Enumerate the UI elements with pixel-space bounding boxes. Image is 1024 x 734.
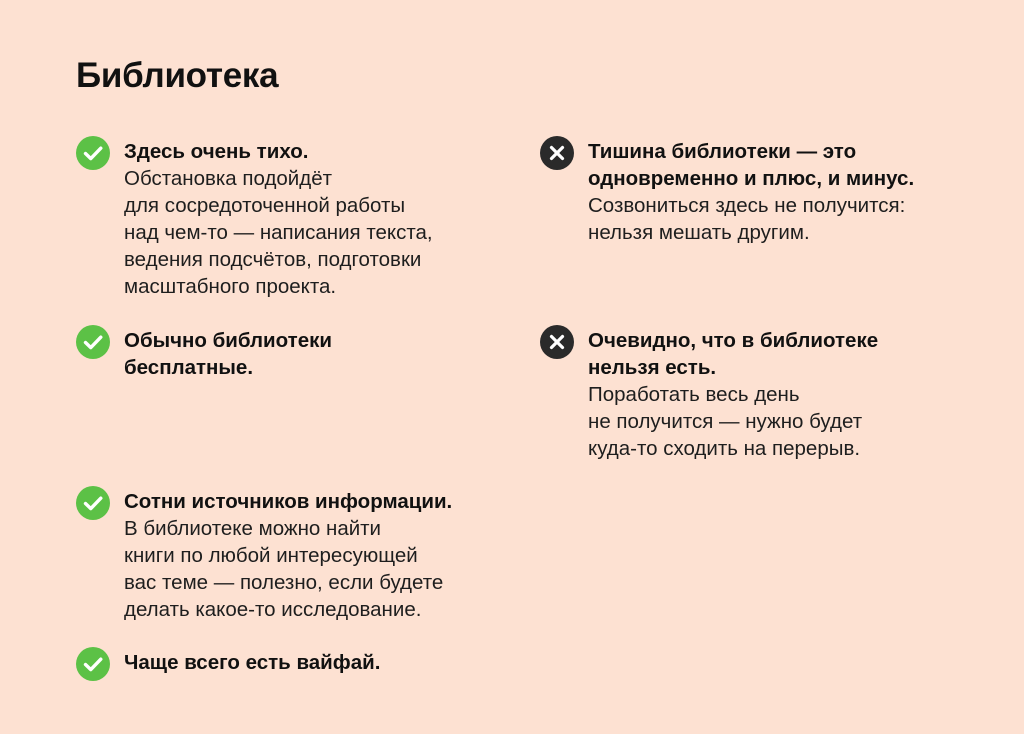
con-heading: Тишина библиотеки — это одновременно и плюс, и минус. [588,140,915,190]
pro-item-text [124,488,504,623]
pro-description: В библиотеке можно найти книги по любой интересующей вас теме — полезно, если будете делать какое-то исследование. [124,517,444,621]
cross-icon [540,136,574,170]
pro-item-text [124,327,504,381]
con-item-text [588,138,968,246]
pro-heading: Сотни источников информации. [124,490,453,513]
cross-icon [540,325,574,359]
con-item-text [588,327,968,462]
con-description: Созвониться здесь не получится: нельзя мешать другим. [588,194,906,244]
check-icon [76,325,110,359]
pro-heading: Обычно библиотеки бесплатные. [124,329,332,379]
pro-description: Обстановка подойдёт для сосредоточенной работы над чем-то — написания текста, ведения подсчётов, подготовки масштабного проекта. [124,167,433,298]
check-icon [76,136,110,170]
check-icon [76,486,110,520]
pro-heading: Здесь очень тихо. [124,140,309,163]
con-heading: Очевидно, что в библиотеке нельзя есть. [588,329,879,379]
pro-item-text [124,138,504,300]
check-icon [76,647,110,681]
pro-heading: Чаще всего есть вайфай. [124,651,381,674]
con-description: Поработать весь день не получится — нужно будет куда-то сходить на перерыв. [588,383,863,460]
pro-item-text [124,649,504,676]
page-title: Библиотека [76,56,279,95]
